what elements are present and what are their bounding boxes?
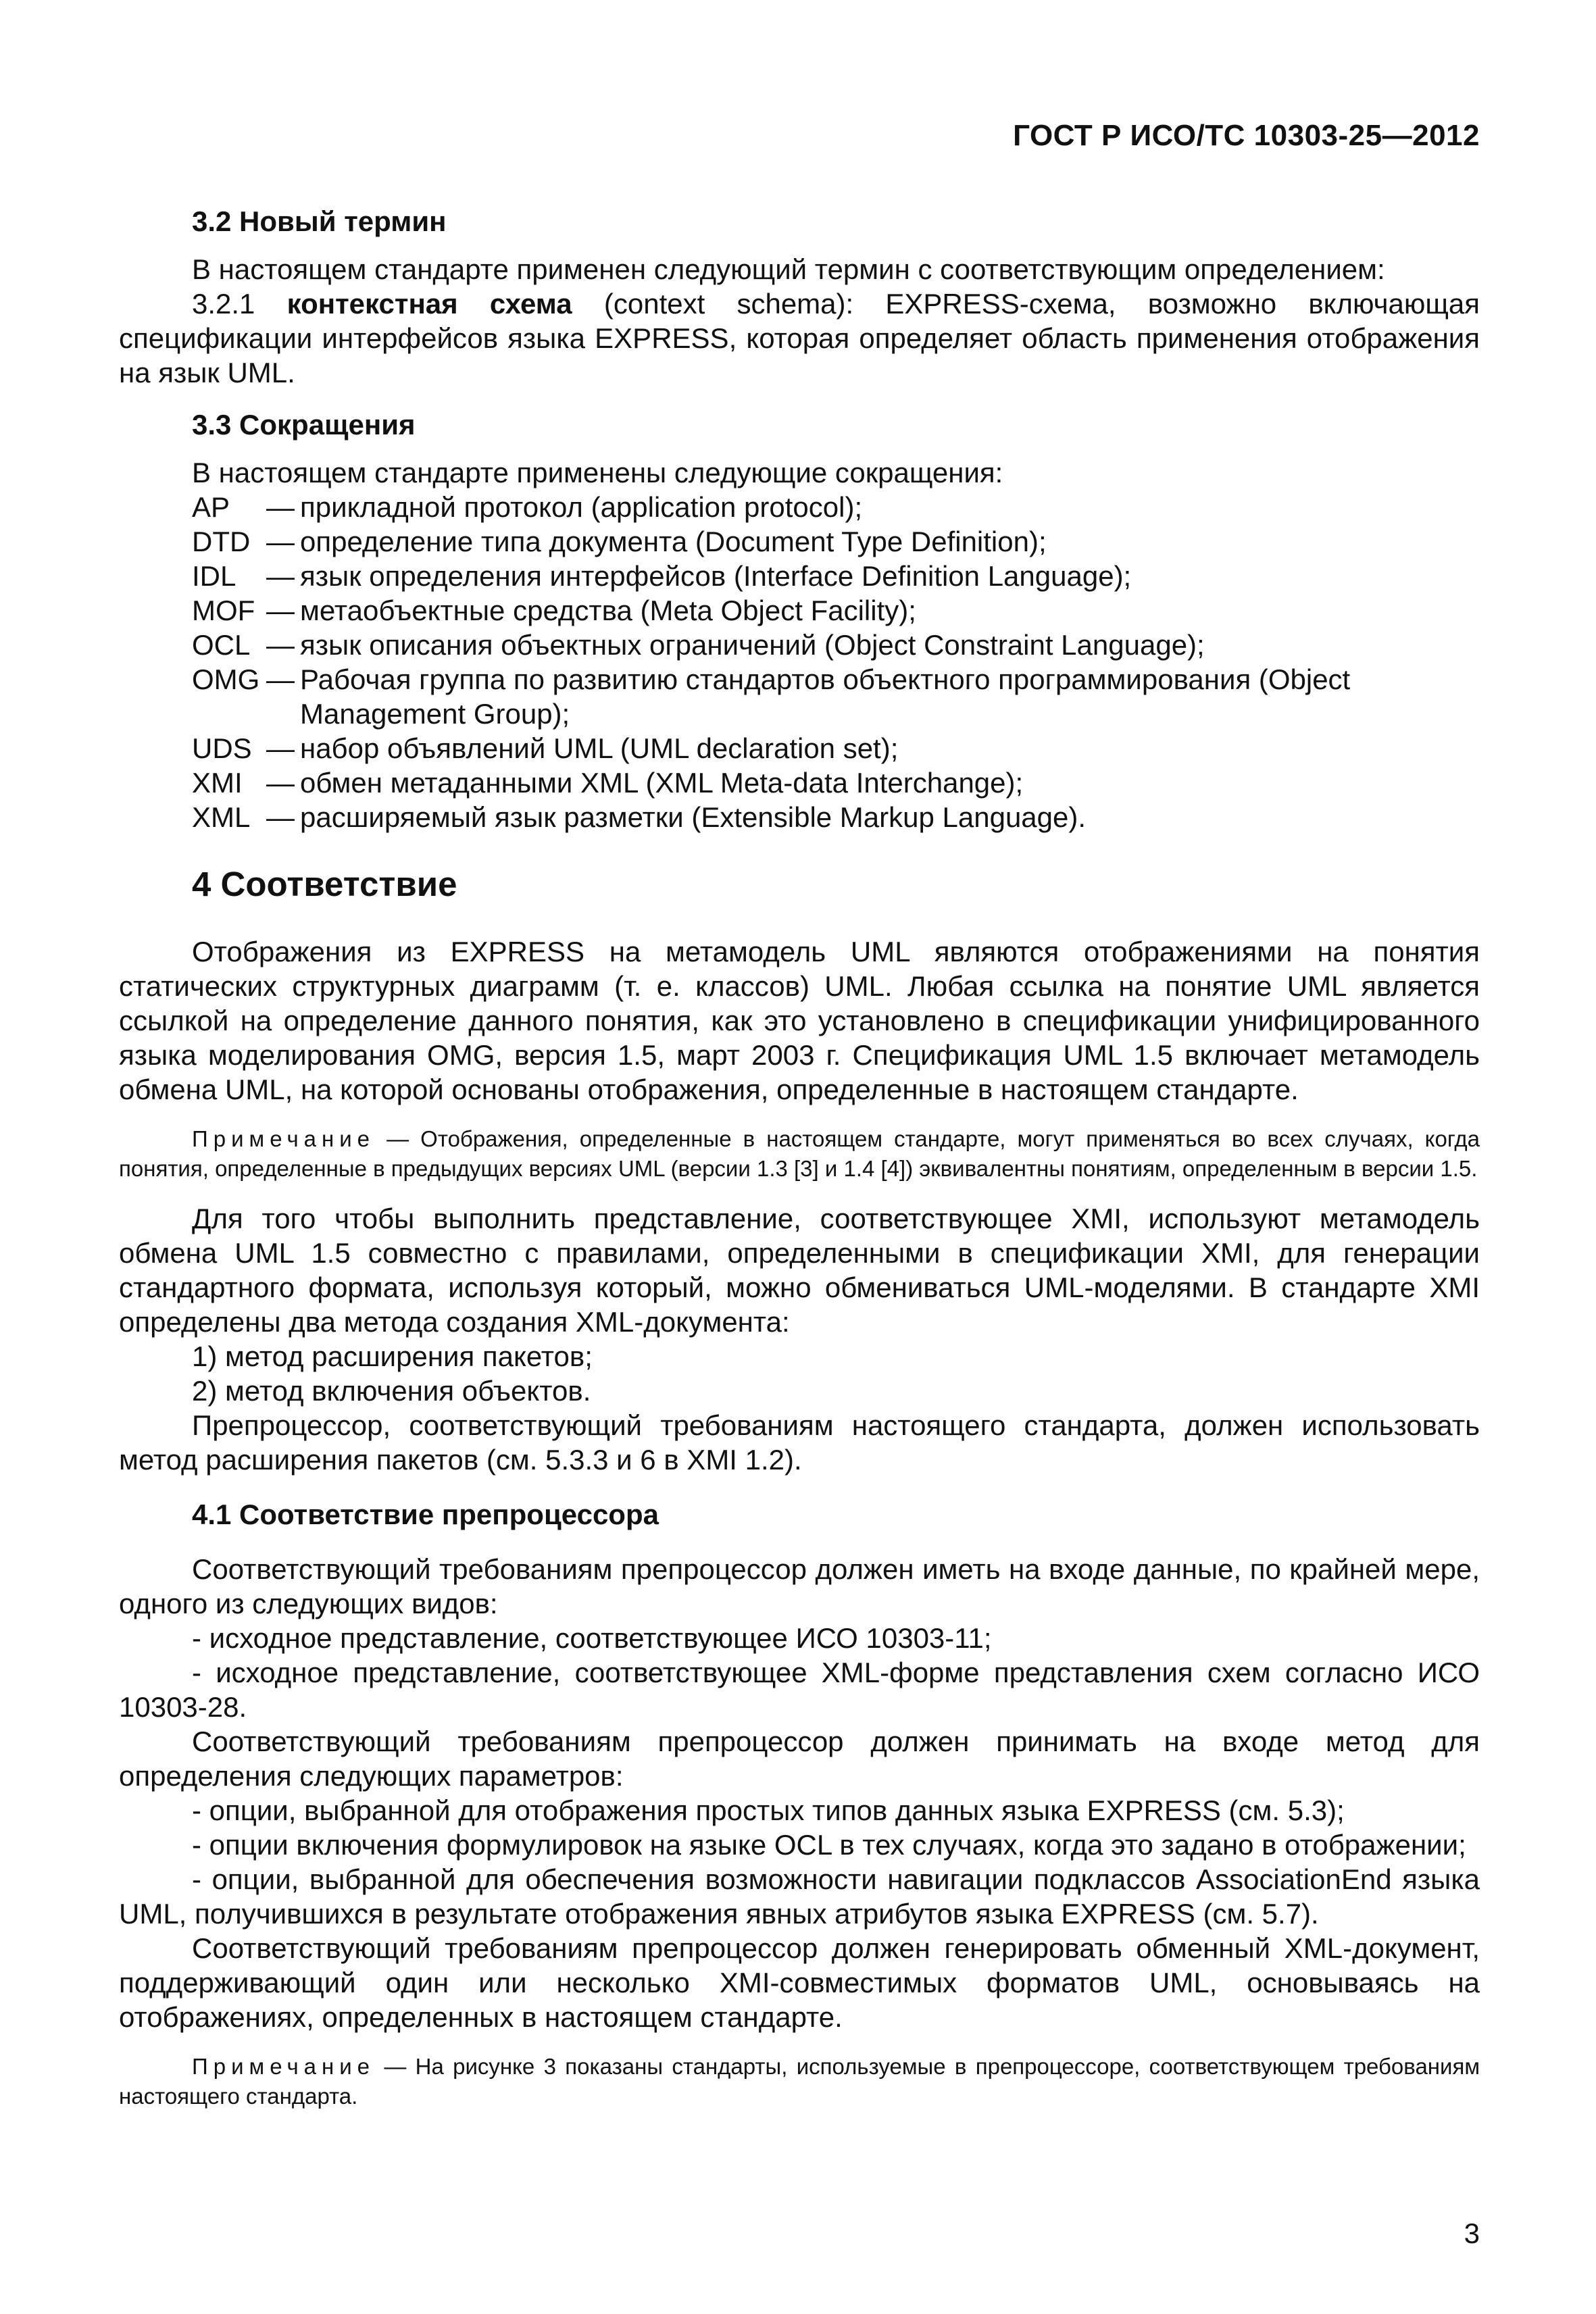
- abbreviation-code: DTD: [192, 526, 251, 557]
- list-item: - исходное представление, соответствующее ИСО 10303-11;: [192, 1622, 992, 1654]
- abbreviation-definition: обмен метаданными XML (XML Meta-data Interchange);: [300, 767, 1024, 799]
- abbreviation-code: AP: [192, 491, 230, 523]
- abbreviation-definition: определение типа документа (Document Type Definition);: [300, 526, 1047, 557]
- document-body: [119, 204, 1480, 2111]
- abbreviation-item: XML — расширяемый язык разметки (Extensible Markup Language).: [192, 800, 1480, 834]
- list-item: - опции, выбранной для отображения простых типов данных языка EXPRESS (см. 5.3);: [192, 1794, 1345, 1826]
- section-3-3-intro: В настоящем стандарте применены следующие сокращения:: [192, 457, 1003, 488]
- list-item: 2) метод включения объектов.: [192, 1375, 591, 1407]
- abbreviation-code: IDL: [192, 560, 236, 592]
- note-text: — Отображения, определенные в настоящем стандарте, могут применяться во всех случаях, когда понятия, определенные в предыдущих версиях UML (версии 1.3 [3] и 1.4 [4]) эквивалентны понятиям, определенным в версии 1.5.: [119, 1126, 1480, 1181]
- abbreviation-code: UDS: [192, 732, 252, 764]
- abbreviation-code: XMI: [192, 767, 243, 799]
- section-4-1-paragraph-2: Соответствующий требованиям препроцессор должен принимать на входе метод для определения следующих параметров:: [119, 1726, 1480, 1792]
- abbreviation-item: OCL — язык описания объектных ограничений (Object Constraint Language);: [192, 628, 1480, 662]
- section-4-paragraph-3: Препроцессор, соответствующий требованиям настоящего стандарта, должен использовать метод расширения пакетов (см. 5.3.3 и 6 в XMI 1.2).: [119, 1409, 1480, 1476]
- list-item: 1) метод расширения пакетов;: [192, 1340, 593, 1372]
- document-header: ГОСТ Р ИСО/ТС 10303-25—2012: [1013, 119, 1480, 152]
- term-text: (context schema): EXPRESS-схема, возможно включающая спецификации интерфейсов языка EXPRESS, которая определяет область применения отображения на язык UML.: [119, 288, 1480, 388]
- section-3-3-heading: 3.3 Сокращения: [192, 409, 416, 441]
- abbreviation-item: OMG — Рабочая группа по развитию стандартов объектного программирования (Object Management Group);: [192, 662, 1480, 731]
- abbreviation-item: AP — прикладной протокол (application protocol);: [192, 490, 1480, 524]
- section-4-1-heading: 4.1 Соответствие препроцессора: [192, 1499, 659, 1530]
- abbreviation-definition: язык определения интерфейсов (Interface Definition Language);: [300, 560, 1132, 592]
- abbreviation-definition: набор объявлений UML (UML declaration set);: [300, 732, 899, 764]
- abbreviation-item: IDL — язык определения интерфейсов (Interface Definition Language);: [192, 559, 1480, 593]
- note-2: [119, 2052, 1480, 2111]
- note-text: — На рисунке 3 показаны стандарты, используемые в препроцессоре, соответствующем требованиям настоящего стандарта.: [119, 2054, 1480, 2109]
- abbreviation-definition: метаобъектные средства (Meta Object Facility);: [300, 595, 916, 626]
- abbreviation-item: XMI — обмен метаданными XML (XML Meta-data Interchange);: [192, 765, 1480, 800]
- term-name: контекстная схема: [286, 288, 572, 320]
- list-item: - опции включения формулировок на языке OCL в тех случаях, когда это задано в отображении;: [192, 1829, 1466, 1861]
- abbreviation-code: OMG: [192, 663, 260, 695]
- section-4-1-paragraph-1: Соответствующий требованиям препроцессор должен иметь на входе данные, по крайней мере, одного из следующих видов:: [119, 1553, 1480, 1619]
- abbreviation-definition: прикладной протокол (application protocol);: [300, 491, 863, 523]
- abbreviation-code: XML: [192, 801, 251, 833]
- section-3-2-heading: 3.2 Новый термин: [192, 205, 447, 237]
- list-item: - исходное представление, соответствующее XML-форме представления схем согласно ИСО 10303-28.: [119, 1657, 1480, 1723]
- section-4-paragraph-2: Для того чтобы выполнить представление, соответствующее XMI, используют метамодель обмена UML 1.5 совместно с правилами, определенными в спецификации XMI, для генерации стандартного формата, используя который, можно обмениваться UML-моделями. В стандарте XMI определены два метода создания XML-документа:: [119, 1203, 1480, 1338]
- page-number: 3: [1464, 2217, 1480, 2249]
- abbreviation-definition: расширяемый язык разметки (Extensible Markup Language).: [300, 801, 1087, 833]
- term-definition: [119, 286, 1480, 390]
- list-item: - опции, выбранной для обеспечения возможности навигации подклассов AssociationEnd языка UML, получившихся в результате отображения явных атрибутов языка EXPRESS (см. 5.7).: [119, 1863, 1480, 1930]
- abbreviation-item: UDS — набор объявлений UML (UML declaration set);: [192, 731, 1480, 765]
- abbreviation-code: OCL: [192, 629, 251, 661]
- note-1: [119, 1124, 1480, 1184]
- section-4-heading: 4 Соответствие: [192, 865, 457, 903]
- abbreviation-code: MOF: [192, 595, 255, 626]
- abbreviation-item: DTD — определение типа документа (Document Type Definition);: [192, 524, 1480, 559]
- section-3-2-intro: В настоящем стандарте применен следующий термин с соответствующим определением:: [192, 253, 1385, 285]
- note-label: Примечание: [192, 1126, 376, 1151]
- abbreviation-list: [119, 490, 1480, 834]
- section-4-paragraph-1: Отображения из EXPRESS на метамодель UML являются отображениями на понятия статических структурных диаграмм (т. е. классов) UML. Любая ссылка на понятие UML является ссылкой на определение данного понятия, как это установлено в спецификации унифицированного языка моделирования OMG, версия 1.5, март 2003 г. Спецификация UML 1.5 включает метамодель обмена UML, на которой основаны отображения, определенные в настоящем стандарте.: [119, 936, 1480, 1105]
- abbreviation-item: MOF — метаобъектные средства (Meta Object Facility);: [192, 593, 1480, 628]
- section-4-1-paragraph-3: Соответствующий требованиям препроцессор должен генерировать обменный XML-документ, поддерживающий один или несколько XMI-совместимых форматов UML, основываясь на отображениях, определенных в настоящем стандарте.: [119, 1932, 1480, 2033]
- abbreviation-definition: Рабочая группа по развитию стандартов объектного программирования (Object Management Group);: [300, 663, 1351, 730]
- note-label: Примечание: [192, 2054, 376, 2079]
- term-number: 3.2.1: [192, 288, 287, 320]
- abbreviation-definition: язык описания объектных ограничений (Object Constraint Language);: [300, 629, 1205, 661]
